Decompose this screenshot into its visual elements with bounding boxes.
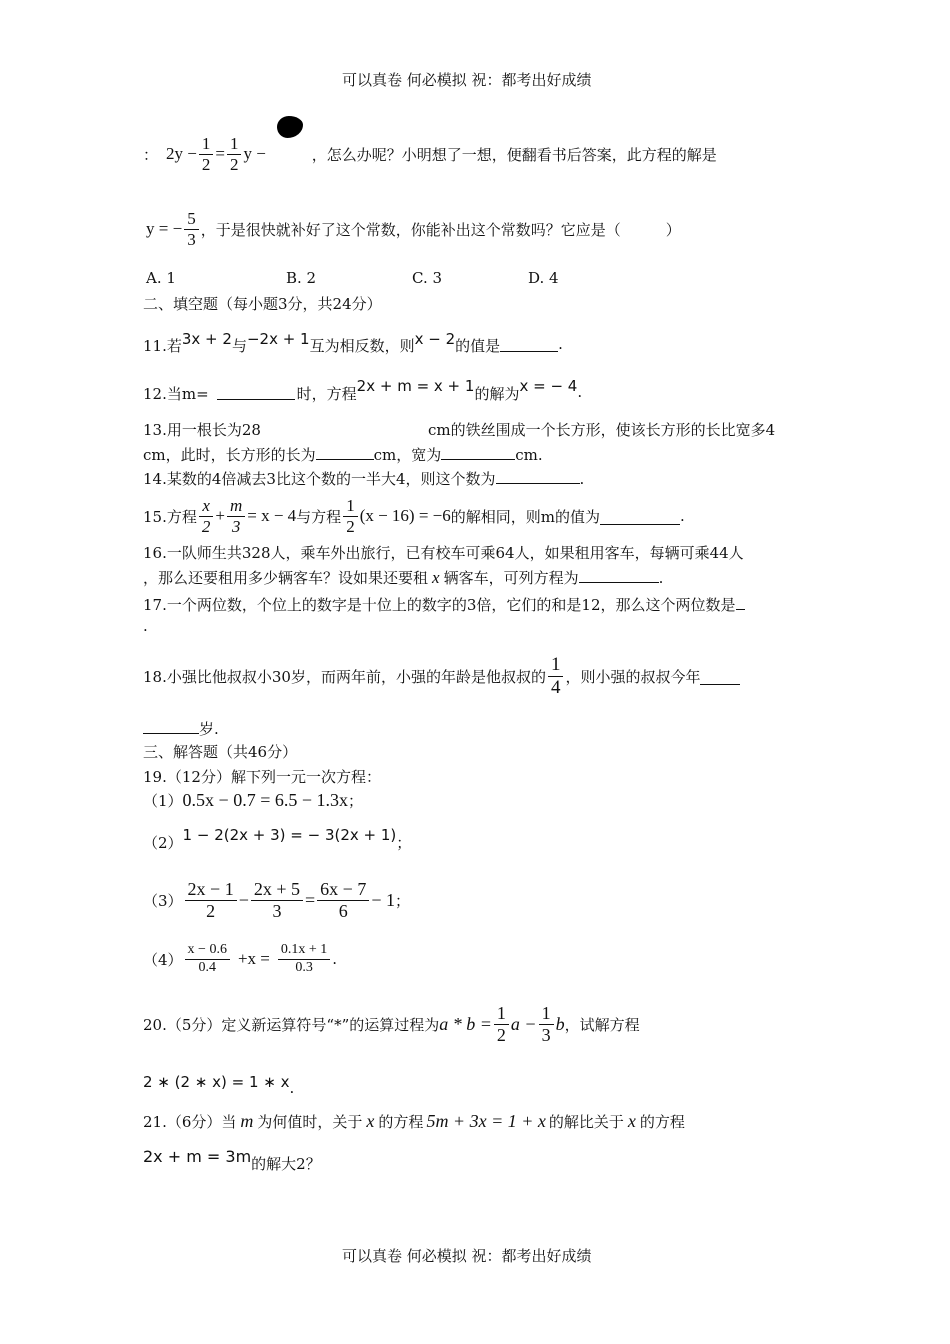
q18-answer-blank[interactable]: [700, 668, 740, 685]
section-2-title: 二、填空题（每小题3分，共24分）: [143, 295, 382, 313]
question-10-solution: [146, 203, 681, 255]
q10-eq-mid: =: [215, 144, 225, 163]
q12-answer-blank[interactable]: [217, 383, 295, 400]
q19-p1-equation: 0.5x − 0.7 = 6.5 − 1.3x: [182, 790, 349, 810]
question-12: 12.当m= 时，方程 2x + m = x + 1 的解为 x = − 4 .: [143, 377, 583, 403]
question-19-part-1: （1） 0.5x − 0.7 = 6.5 − 1.3x ；: [143, 790, 364, 810]
q10-fraction-3: $\frac{5}{3}$: [184, 209, 199, 249]
q10-option-b: B. 2: [286, 269, 317, 287]
q19-p3-fraction-3: $\frac{6x - 7}{6}$: [317, 879, 369, 921]
q10-option-c: C. 3: [412, 269, 443, 287]
q15-answer-blank[interactable]: [600, 508, 680, 525]
q15-expr-1: = x − 4: [247, 506, 297, 525]
q16-answer-blank[interactable]: [579, 566, 659, 583]
q19-p2-equation: 1 − 2(2x + 3) = − 3(2x + 1): [182, 826, 397, 844]
q20-fraction-half: $\frac{1}{2}$: [494, 1003, 509, 1045]
question-19-title: 19.（12分）解下列一元一次方程：: [143, 768, 381, 786]
q10-option-d: D. 4: [528, 269, 559, 287]
question-18-line-2: 岁.: [143, 717, 219, 739]
question-19-part-4: （4） $\frac{x - 0.6}{0.4}$ +x = $\frac{0.1x + 1}{0.3}$ .: [143, 942, 338, 975]
question-17-line-2: .: [143, 617, 148, 635]
question-19-part-2: （2） 1 − 2(2x + 3) = − 3(2x + 1) ；: [143, 826, 412, 852]
q10-eq-left: 2y −: [166, 144, 197, 163]
q21-equation-2: 2x + m = 3m: [143, 1147, 252, 1166]
q10-prefix: ：: [143, 145, 159, 164]
q20-expr-1: a * b =: [439, 1013, 492, 1034]
q11-expr-3: x − 2: [414, 330, 456, 348]
q10-option-a: A. 1: [146, 269, 176, 287]
page-header: 可以真卷 何必模拟 祝：都考出好成绩: [342, 71, 592, 89]
q15-fraction-m: $\frac{m}{3}$: [227, 496, 245, 536]
section-3-title: 三、解答题（共46分）: [143, 743, 298, 761]
question-10-equation: [143, 128, 717, 180]
question-18: 18.小强比他叔叔小30岁，而两年前，小强的年龄是他叔叔的 $\frac{1}{4}$ ，则小强的叔叔今年: [143, 652, 740, 700]
question-21: 21.（6分）当 m 为何值时，关于 x 的方程 5m + 3x = 1 + x 的解比关于 x 的方程: [143, 1111, 685, 1131]
q19-p3-fraction-1: $\frac{2x - 1}{2}$: [185, 879, 237, 921]
q10-fraction-2: $\frac{1}{2}$: [227, 134, 242, 174]
q13-width-blank[interactable]: [441, 443, 515, 460]
question-13-line-2: cm，此时，长方形的长为 cm，宽为 cm.: [143, 443, 543, 465]
q10-sol-left: y = −: [146, 219, 183, 238]
q15-expr-2: (x − 16) = −6: [359, 506, 451, 525]
q19-p3-fraction-2: $\frac{2x + 5}{3}$: [251, 879, 303, 921]
q10-text-1: ，怎么办呢？小明想了一想，便翻看书后答案，此方程的解是: [311, 145, 717, 164]
q11-answer-blank[interactable]: [500, 335, 558, 352]
q18-answer-blank-cont[interactable]: [143, 717, 199, 734]
question-13-line-1a: 13.用一根长为28: [143, 421, 261, 439]
q12-expr-1: 2x + m = x + 1: [356, 377, 475, 395]
q20-equation: 2 ∗ (2 ∗ x) = 1 ∗ x: [143, 1073, 290, 1091]
q10-text-2: ，于是很快就补好了这个常数，你能补出这个常数吗？它应是（ ）: [200, 220, 681, 239]
q14-answer-blank[interactable]: [496, 467, 580, 484]
q11-expr-1: 3x + 2: [181, 330, 232, 348]
question-16-line-1: 16.一队师生共328人，乘车外出旅行，已有校车可乘64人，如果租用客车，每辆可乘44人: [143, 544, 744, 562]
q15-fraction-half: $\frac{1}{2}$: [343, 496, 358, 536]
question-11: 11.若 3x + 2 与 −2x + 1 互为相反数，则 x − 2 的值是 .: [143, 330, 563, 355]
question-21-line-2: 2x + m = 3m 的解大2？: [143, 1147, 321, 1173]
q15-fraction-x: $\frac{x}{2}$: [199, 496, 214, 536]
question-19-part-3: （3） $\frac{2x - 1}{2}$ − $\frac{2x + 5}{3}$ = $\frac{6x - 7}{6}$ − 1 ；: [143, 878, 410, 921]
q17-answer-blank[interactable]: [736, 593, 745, 610]
q19-p4-fraction-2: $\frac{0.1x + 1}{0.3}$: [278, 942, 330, 975]
q11-expr-2: −2x + 1: [246, 330, 310, 348]
q10-eq-right: y −: [243, 144, 266, 163]
q18-fraction-quarter: $\frac{1}{4}$: [548, 654, 564, 699]
question-15: 15.方程 $\frac{x}{2}$ + $\frac{m}{3}$ = x − 4 与方程 $\frac{1}{2}$ (x − 16) = −6 的解相同，则m的值为 .: [143, 495, 685, 536]
q20-fraction-third: $\frac{1}{3}$: [539, 1003, 554, 1045]
question-16-line-2: ，那么还要租用多少辆客车？设如果还要租 x 辆客车，可列方程为 .: [143, 568, 664, 587]
question-13-line-1b: cm的铁丝围成一个长方形，使该长方形的长比宽多4: [428, 421, 776, 439]
q13-length-blank[interactable]: [316, 443, 374, 460]
q19-p4-fraction-1: $\frac{x - 0.6}{0.4}$: [185, 942, 230, 975]
question-20-line-2: 2 ∗ (2 ∗ x) = 1 ∗ x .: [143, 1073, 295, 1097]
question-14: 14.某数的4倍减去3比这个数的一半大4，则这个数为 .: [143, 467, 584, 489]
q12-expr-2: x = − 4: [519, 377, 578, 395]
question-20: 20.（5分）定义新运算符号“*”的运算过程为 a * b = $\frac{1}{2}$ a − $\frac{1}{3}$ b ，试解方程: [143, 1002, 640, 1045]
question-17-line-1: 17.一个两位数，个位上的数字是十位上的数字的3倍，它们的和是12，那么这个两位数是: [143, 593, 745, 615]
q21-equation-1: 5m + 3x = 1 + x: [426, 1111, 546, 1131]
q16-variable-x: x: [432, 568, 440, 587]
page-footer: 可以真卷 何必模拟 祝：都考出好成绩: [342, 1247, 592, 1265]
q10-fraction-1: $\frac{1}{2}$: [199, 134, 214, 174]
